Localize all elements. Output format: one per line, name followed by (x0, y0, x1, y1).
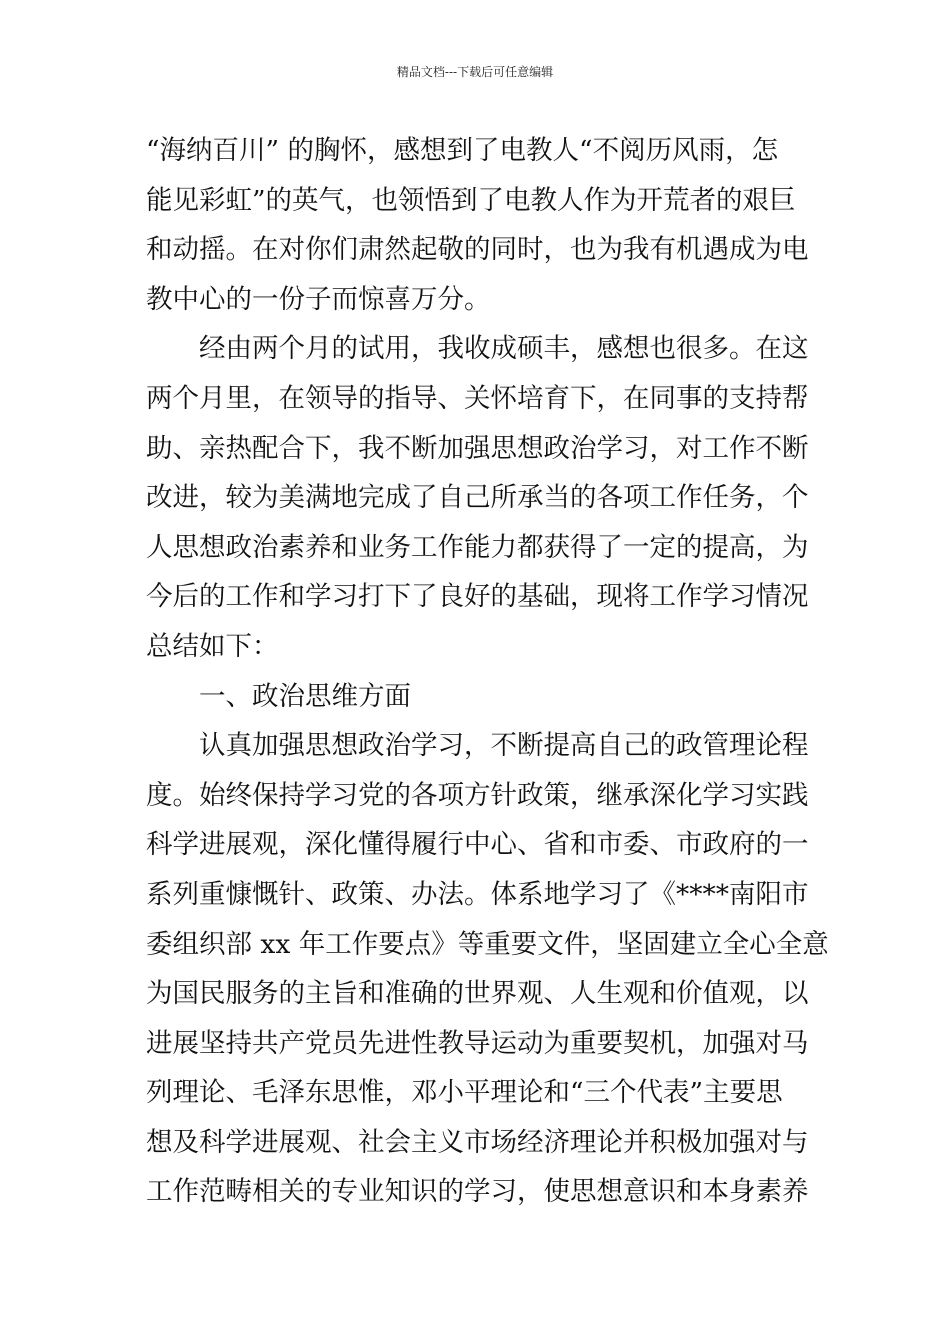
text-line: 度。始终保持学习党的各项方针政策，继承深化学习实践 (146, 779, 809, 811)
text-line: 进展坚持共产党员先进性教导运动为重要契机，加强对马 (146, 1027, 809, 1059)
text-line: 为国民服务的主旨和准确的世界观、人生观和价值观，以 (146, 978, 809, 1010)
text-line: 认真加强思想政治学习，不断提高自己的政管理论程 (199, 730, 809, 762)
text-line: 想及科学进展观、社会主义市场经济理论并积极加强对与 (146, 1126, 809, 1158)
text-line: 教中心的一份子而惊喜万分。 (146, 283, 491, 315)
text-line: 今后的工作和学习打下了良好的基础，现将工作学习情况 (146, 581, 809, 613)
text-line: 总结如下： (146, 630, 279, 662)
text-line: 助、亲热配合下，我不断加强思想政治学习，对工作不断 (146, 432, 809, 464)
text-line: 系列重慷慨针、政策、办法。体系地学习了《****南阳市 (146, 878, 809, 910)
text-line: 委组织部 xx 年工作要点》等重要文件，坚固建立全心全意 (146, 928, 829, 960)
text-line: “海纳百川” 的胸怀，感想到了电教人“不阅历风雨，怎 (146, 135, 779, 166)
document-body (146, 126, 829, 1217)
text-line: 人思想政治素养和业务工作能力都获得了一定的提高，为 (146, 531, 809, 563)
text-line: 能见彩虹”的英气，也领悟到了电教人作为开荒者的艰巨 (146, 184, 796, 216)
text-line: 工作范畴相关的专业知识的学习，使思想意识和本身素养 (146, 1176, 809, 1208)
text-line: 和动摇。在对你们肃然起敬的同时，也为我有机遇成为电 (146, 234, 809, 266)
text-line: 两个月里，在领导的指导、关怀培育下，在同事的支持帮 (146, 382, 809, 414)
page-header: 精品文档---下载后可任意编辑 (396, 65, 554, 79)
section-heading: 一、政治思维方面 (199, 680, 411, 712)
text-line: 经由两个月的试用，我收成硕丰，感想也很多。在这 (199, 333, 809, 365)
text-line: 列理论、毛泽东思惟，邓小平理论和“三个代表”主要思 (146, 1077, 783, 1109)
text-line: 科学进展观，深化懂得履行中心、省和市委、市政府的一 (146, 829, 809, 861)
text-line: 改进，较为美满地完成了自己所承当的各项工作任务，个 (146, 482, 809, 514)
